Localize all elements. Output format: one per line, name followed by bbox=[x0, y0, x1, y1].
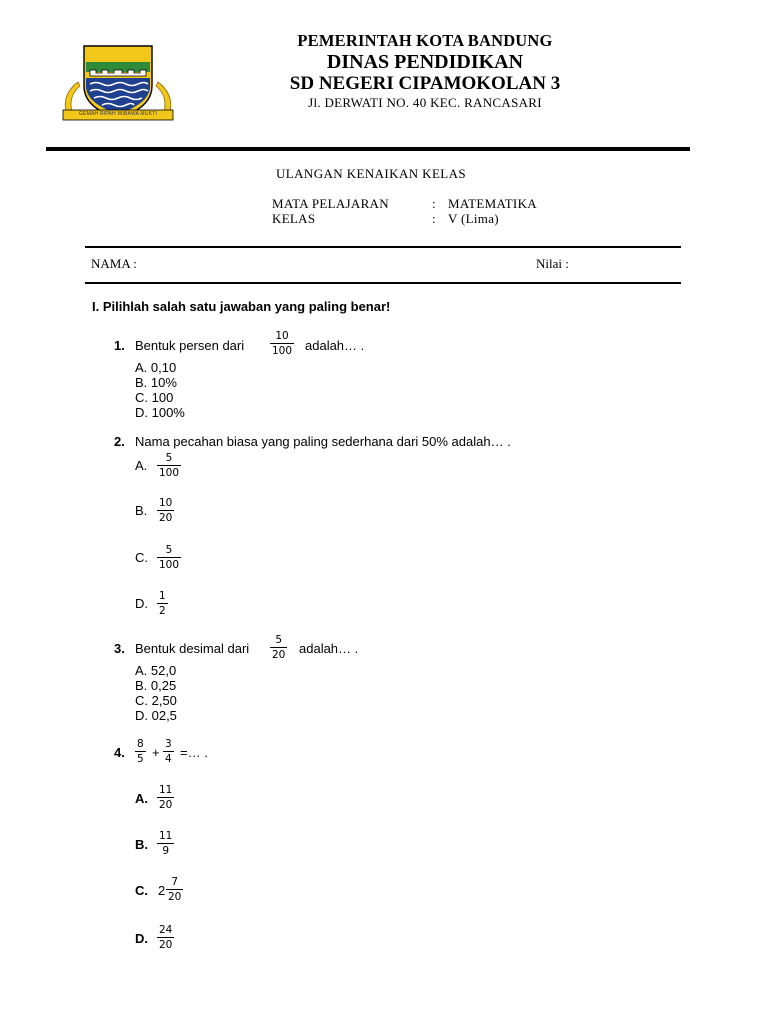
fraction-denominator: 100 bbox=[159, 467, 180, 479]
question-text: Bentuk desimal dari bbox=[135, 641, 250, 656]
fraction-bar bbox=[157, 465, 181, 466]
fraction-numerator: 5 bbox=[275, 634, 283, 646]
fraction-denominator: 20 bbox=[159, 799, 173, 811]
score-field-label: Nilai : bbox=[536, 256, 569, 271]
name-box-bottom-line bbox=[85, 282, 681, 284]
fraction bbox=[135, 738, 146, 765]
logo-motto: GEMAH RIPAH WIBAWA MUKTI bbox=[79, 111, 157, 117]
school-name: SD NEGERI CIPAMOKOLAN 3 bbox=[289, 73, 561, 94]
fraction-bar bbox=[270, 343, 294, 344]
question-text-tail: adalah… . bbox=[305, 338, 365, 353]
subject-label: MATA PELAJARAN bbox=[272, 196, 389, 211]
fraction bbox=[270, 330, 294, 357]
fraction-bar bbox=[157, 937, 174, 938]
fraction-bar bbox=[270, 647, 287, 648]
fraction-denominator: 9 bbox=[162, 845, 170, 857]
answer-option: B. 0,25 bbox=[135, 678, 177, 693]
fraction bbox=[157, 784, 174, 811]
fraction-bar bbox=[157, 797, 174, 798]
class-colon: : bbox=[432, 211, 436, 226]
question-number: 3. bbox=[114, 641, 125, 656]
fraction-bar bbox=[163, 751, 174, 752]
class-label: KELAS bbox=[272, 211, 316, 226]
fraction-bar bbox=[135, 751, 146, 752]
fraction bbox=[166, 876, 183, 903]
fraction-numerator: 11 bbox=[159, 784, 173, 796]
fraction-denominator: 20 bbox=[272, 649, 286, 661]
fraction-denominator: 100 bbox=[159, 559, 180, 571]
answer-option: C. 2,50 bbox=[135, 693, 177, 708]
fraction bbox=[157, 497, 174, 524]
fraction-denominator: 4 bbox=[165, 753, 172, 765]
answer-option: A. 0,10 bbox=[135, 360, 177, 375]
mixed-number-whole: 2 bbox=[158, 883, 166, 898]
question-number: 4. bbox=[114, 745, 125, 760]
fraction-numerator: 5 bbox=[165, 452, 173, 464]
answer-option: B. 10% bbox=[135, 375, 177, 390]
answer-option-label: D. bbox=[135, 931, 148, 946]
fraction-numerator: 5 bbox=[165, 544, 173, 556]
subject-value: MATEMATIKA bbox=[448, 196, 537, 211]
answer-option: C. 100 bbox=[135, 390, 174, 405]
fraction bbox=[163, 738, 174, 765]
fraction-denominator: 20 bbox=[159, 939, 173, 951]
fraction-denominator: 100 bbox=[272, 345, 293, 357]
fraction-denominator: 20 bbox=[168, 891, 182, 903]
department-name: DINAS PENDIDIKAN bbox=[326, 51, 524, 73]
answer-option: A. 52,0 bbox=[135, 663, 177, 678]
fraction-numerator: 1 bbox=[159, 590, 166, 602]
exam-title: ULANGAN KENAIKAN KELAS bbox=[276, 166, 467, 181]
section-instruction: I. Pilihlah salah satu jawaban yang paling benar! bbox=[92, 299, 391, 314]
fraction-numerator: 10 bbox=[159, 497, 173, 509]
equals-sign: =… . bbox=[180, 745, 208, 760]
fraction bbox=[157, 924, 174, 951]
fraction bbox=[157, 452, 181, 479]
subject-colon: : bbox=[432, 196, 436, 211]
class-value: V (Lima) bbox=[448, 211, 499, 226]
school-address: Jl. DERWATI NO. 40 KEC. RANCASARI bbox=[308, 95, 542, 110]
fraction-bar bbox=[157, 510, 174, 511]
answer-option-label: C. bbox=[135, 550, 148, 565]
answer-option-label: B. bbox=[135, 837, 148, 852]
answer-option: D. 100% bbox=[135, 405, 185, 420]
header-divider bbox=[46, 147, 690, 151]
name-field-label: NAMA : bbox=[91, 256, 137, 271]
answer-option-label: C. bbox=[135, 883, 148, 898]
answer-option-label: D. bbox=[135, 596, 148, 611]
question-text: Nama pecahan biasa yang paling sederhana dari 50% adalah… . bbox=[135, 434, 511, 449]
question-number: 1. bbox=[114, 338, 125, 353]
question-text-tail: adalah… . bbox=[299, 641, 359, 656]
answer-option-label: B. bbox=[135, 503, 148, 518]
fraction-bar bbox=[157, 843, 174, 844]
fraction-numerator: 7 bbox=[171, 876, 179, 888]
answer-option-label: A. bbox=[135, 791, 148, 806]
fraction-denominator: 5 bbox=[137, 753, 144, 765]
fraction bbox=[270, 634, 287, 661]
fraction-numerator: 8 bbox=[137, 738, 144, 750]
question-text: Bentuk persen dari bbox=[135, 338, 245, 353]
plus-sign: + bbox=[152, 745, 160, 760]
fraction-bar bbox=[166, 889, 183, 890]
fraction-numerator: 10 bbox=[275, 330, 289, 342]
fraction-denominator: 20 bbox=[159, 512, 173, 524]
fraction-denominator: 2 bbox=[159, 605, 166, 617]
fraction bbox=[157, 590, 168, 617]
government-name: PEMERINTAH KOTA BANDUNG bbox=[297, 31, 553, 50]
fraction-numerator: 3 bbox=[165, 738, 172, 750]
fraction-numerator: 11 bbox=[159, 830, 173, 842]
fraction bbox=[157, 544, 181, 571]
answer-option: D. 02,5 bbox=[135, 708, 177, 723]
answer-option-label: A. bbox=[135, 458, 148, 473]
question-number: 2. bbox=[114, 434, 125, 449]
fraction-numerator: 24 bbox=[159, 924, 173, 936]
fraction-bar bbox=[157, 557, 181, 558]
fraction bbox=[157, 830, 174, 857]
name-box-top-line bbox=[85, 246, 681, 248]
fraction-bar bbox=[157, 603, 168, 604]
